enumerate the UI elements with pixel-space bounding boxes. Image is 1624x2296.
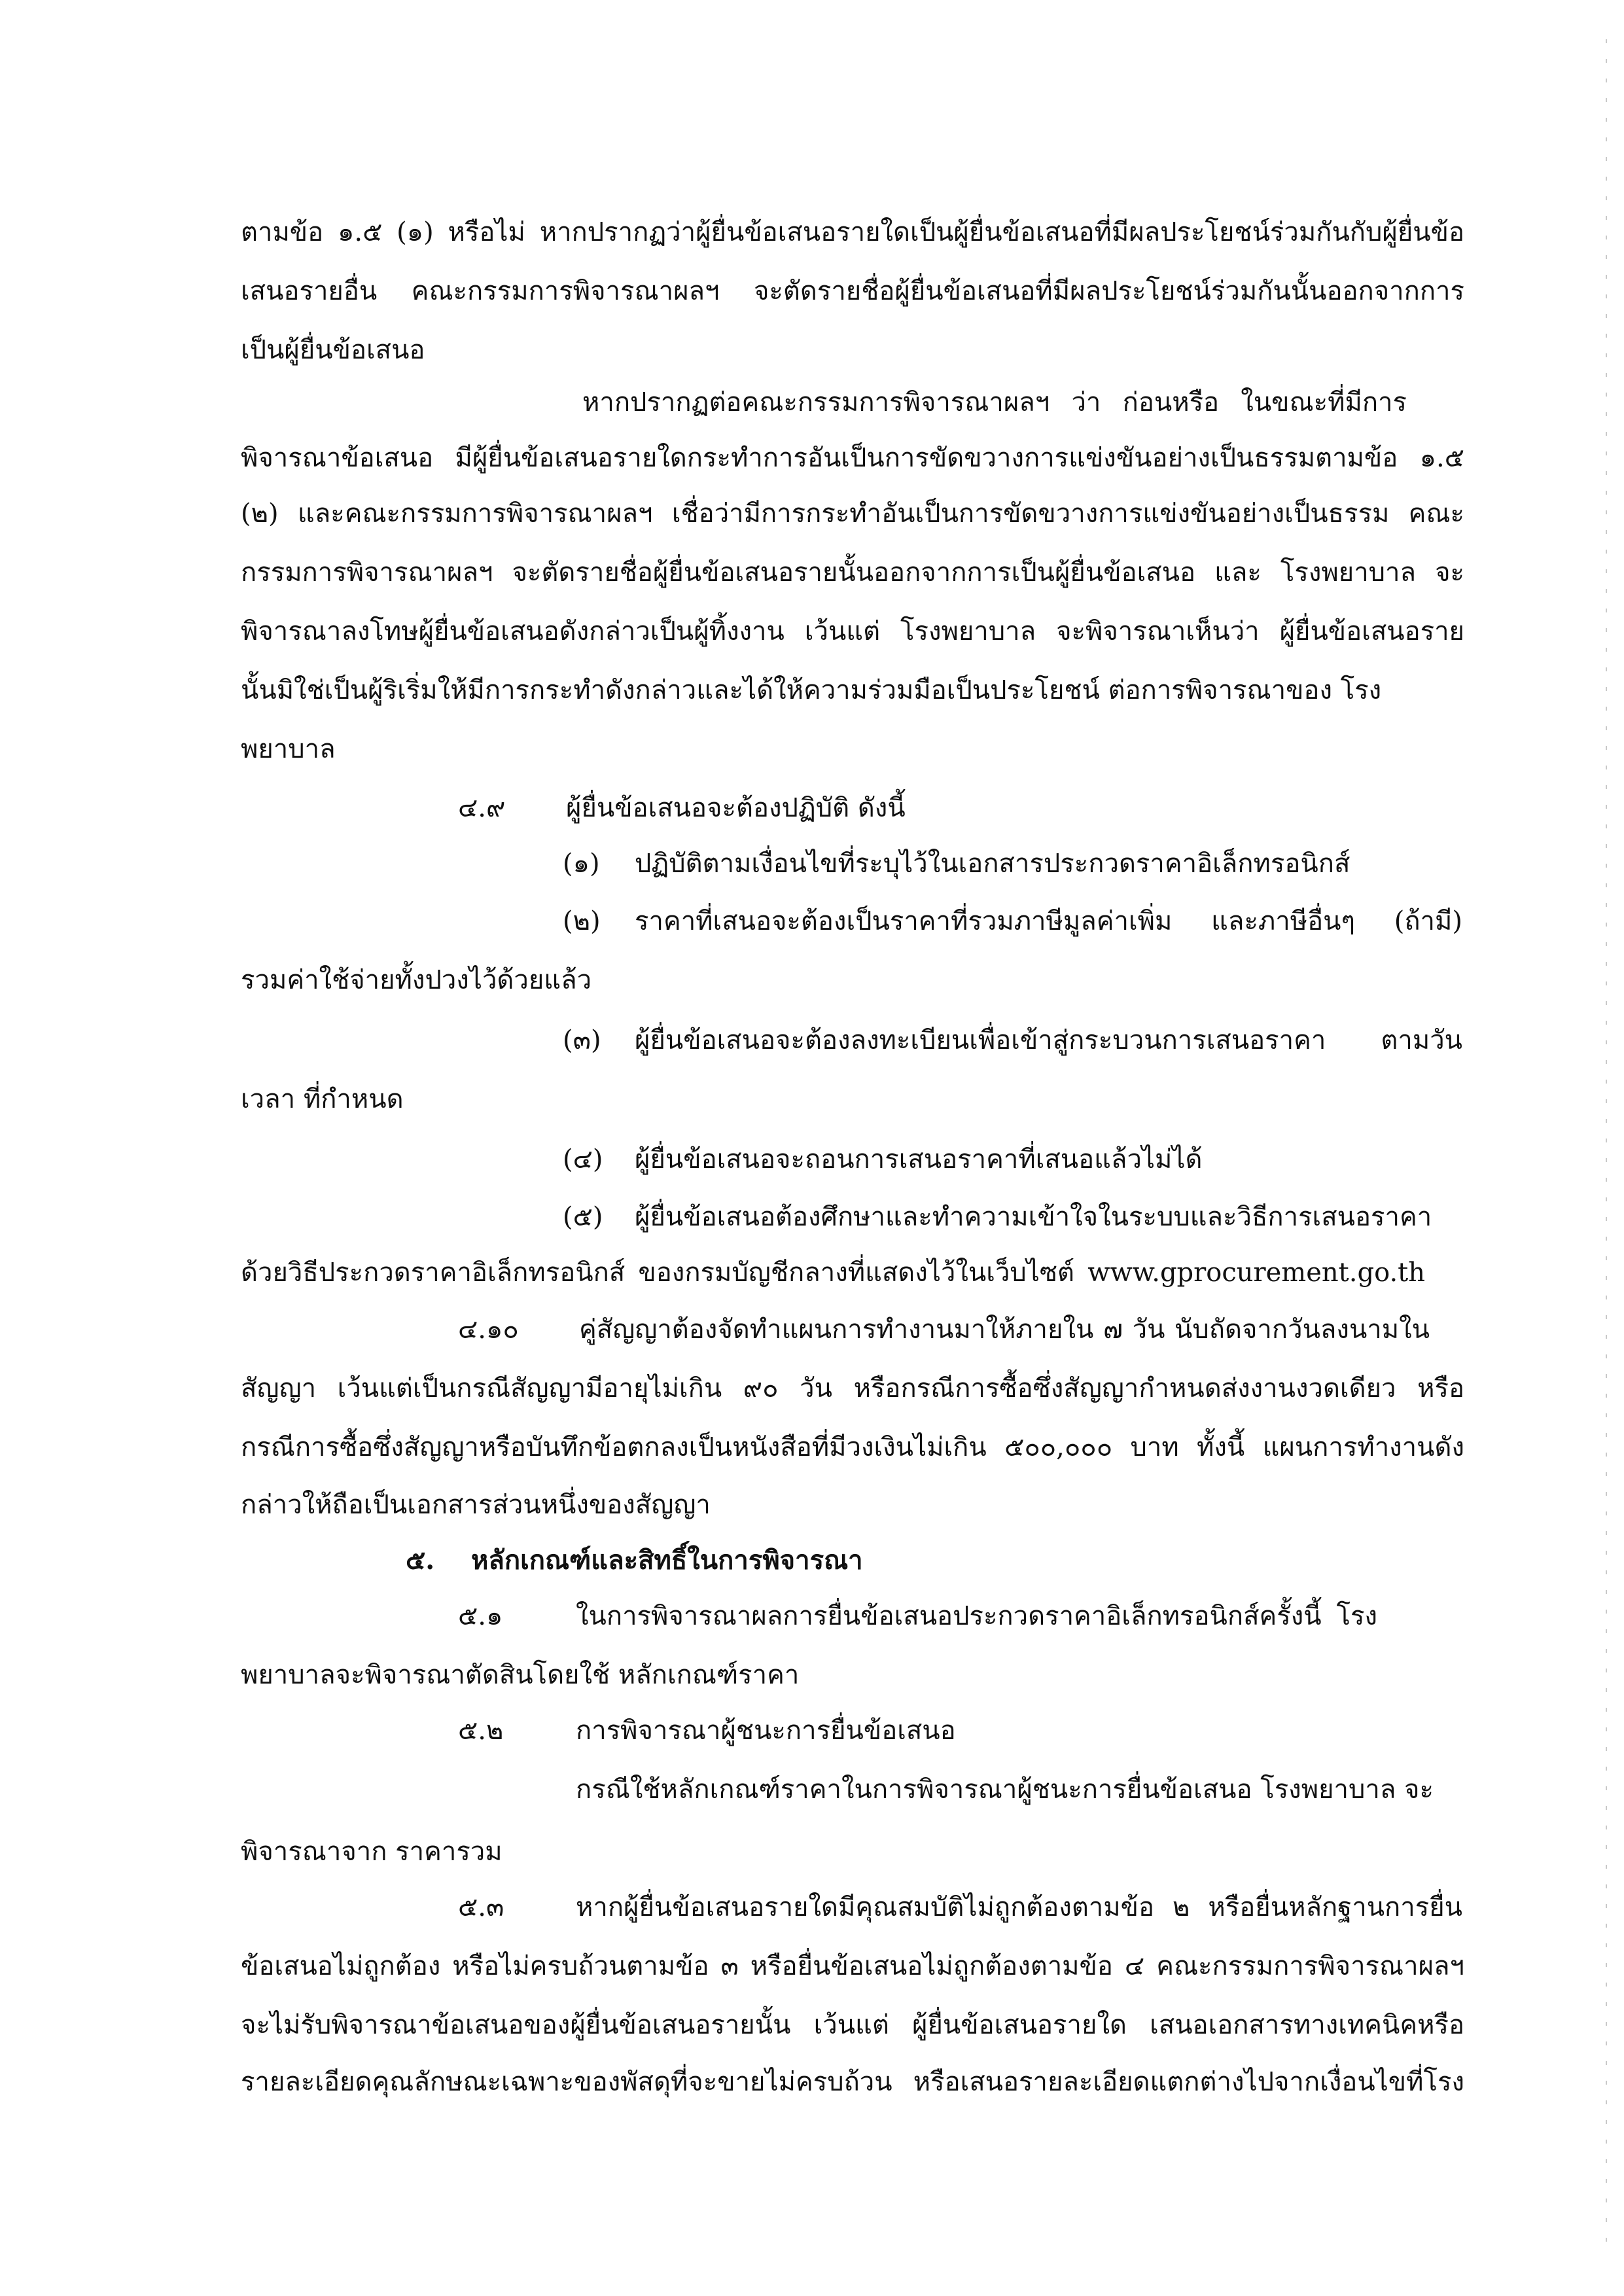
text-line: พยาบาลจะพิจารณาตัดสินโดยใช้ หลักเกณฑ์ราคา — [241, 1660, 800, 1690]
text-line: พิจารณาข้อเสนอ มีผู้ยื่นข้อเสนอรายใดกระทำการอันเป็นการขัดขวางการแข่งขันอย่างเป็นธรรมตามข้อ ๑.๕ — [241, 443, 1464, 473]
text-line: กรรมการพิจารณาผลฯ จะตัดรายชื่อผู้ยื่นข้อเสนอรายนั้นออกจากการเป็นผู้ยื่นข้อเสนอ และ โรงพยาบาล จะ — [241, 557, 1464, 588]
item-number: (๑) — [563, 849, 600, 879]
text-line: กรณีใช้หลักเกณฑ์ราคาในการพิจารณาผู้ชนะการยื่นข้อเสนอ โรงพยาบาล จะ — [576, 1775, 1434, 1805]
text-line: ผู้ยื่นข้อเสนอจะถอนการเสนอราคาที่เสนอแล้วไม่ได้ — [635, 1144, 1203, 1174]
item-number: (๕) — [563, 1202, 603, 1232]
text-line: นั้นมิใช่เป็นผู้ริเริ่มให้มีการกระทำดังกล่าวและได้ให้ความร่วมมือเป็นประโยชน์ ต่อการพิจารณาของ โรง — [241, 675, 1382, 705]
text-line: เสนอรายอื่น คณะกรรมการพิจารณาผลฯ จะตัดรายชื่อผู้ยื่นข้อเสนอที่มีผลประโยชน์ร่วมกันนั้นออกจากการ — [241, 276, 1464, 306]
text-line: จะไม่รับพิจารณาข้อเสนอของผู้ยื่นข้อเสนอรายนั้น เว้นแต่ ผู้ยื่นข้อเสนอรายใด เสนอเอกสารทางเทคนิคหรือ — [241, 2010, 1464, 2040]
text-line: กล่าวให้ถือเป็นเอกสารส่วนหนึ่งของสัญญา — [241, 1490, 711, 1520]
section-number: ๕. — [406, 1545, 435, 1576]
text-line: ราคาที่เสนอจะต้องเป็นราคาที่รวมภาษีมูลค่าเพิ่ม และภาษีอื่นๆ (ถ้ามี) — [635, 906, 1462, 936]
text-line: กรณีการซื้อซึ่งสัญญาหรือบันทึกข้อตกลงเป็นหนังสือที่มีวงเงินไม่เกิน ๕๐๐,๐๐๐ บาท ทั้งนี้ แผนการทำงานดัง — [241, 1432, 1464, 1462]
item-number: (๓) — [563, 1025, 601, 1055]
text-line: หากปรากฏต่อคณะกรรมการพิจารณาผลฯ ว่า ก่อนหรือ ในขณะที่มีการ — [582, 387, 1407, 417]
clause-heading: ผู้ยื่นข้อเสนอจะต้องปฏิบัติ ดังนี้ — [566, 793, 906, 823]
clause-heading: การพิจารณาผู้ชนะการยื่นข้อเสนอ — [576, 1716, 956, 1746]
clause-number: ๔.๑๐ — [458, 1315, 519, 1345]
text-line: ผู้ยื่นข้อเสนอจะต้องลงทะเบียนเพื่อเข้าสู่กระบวนการเสนอราคา ตามวัน — [635, 1025, 1462, 1055]
clause-number: ๕.๒ — [458, 1716, 504, 1746]
text-line: รายละเอียดคุณลักษณะเฉพาะของพัสดุที่จะขายไม่ครบถ้วน หรือเสนอรายละเอียดแตกต่างไปจากเงื่อนไขที่โรง — [241, 2067, 1464, 2097]
section-heading: หลักเกณฑ์และสิทธิ์ในการพิจารณา — [471, 1545, 863, 1576]
clause-number: ๕.๑ — [458, 1601, 503, 1631]
text-line: เป็นผู้ยื่นข้อเสนอ — [241, 335, 425, 365]
text-line: ข้อเสนอไม่ถูกต้อง หรือไม่ครบถ้วนตามข้อ ๓ หรือยื่นข้อเสนอไม่ถูกต้องตามข้อ ๔ คณะกรรมการพิจารณาผลฯ — [241, 1951, 1464, 1981]
text-line: ในการพิจารณาผลการยื่นข้อเสนอประกวดราคาอิเล็กทรอนิกส์ครั้งนี้ โรง — [576, 1601, 1377, 1631]
text-line: ตามข้อ ๑.๕ (๑) หรือไม่ หากปรากฏว่าผู้ยื่นข้อเสนอรายใดเป็นผู้ยื่นข้อเสนอที่มีผลประโยชน์ร่วมกันกับผู้ยื่นข้อ — [241, 217, 1464, 247]
text-line: หากผู้ยื่นข้อเสนอรายใดมีคุณสมบัติไม่ถูกต้องตามข้อ ๒ หรือยื่นหลักฐานการยื่น — [576, 1892, 1462, 1922]
text-line: รวมค่าใช้จ่ายทั้งปวงไว้ด้วยแล้ว — [241, 965, 592, 995]
text-line: ผู้ยื่นข้อเสนอต้องศึกษาและทำความเข้าใจในระบบและวิธีการเสนอราคา — [635, 1202, 1432, 1232]
text-line: คู่สัญญาต้องจัดทำแผนการทำงานมาให้ภายใน ๗ วัน นับถัดจากวันลงนามใน — [579, 1315, 1430, 1345]
item-number: (๔) — [563, 1144, 603, 1174]
item-number: (๒) — [563, 906, 601, 936]
text-line: สัญญา เว้นแต่เป็นกรณีสัญญามีอายุไม่เกิน ๙๐ วัน หรือกรณีการซื้อซึ่งสัญญากำหนดส่งงานงวดเดียว หรือ — [241, 1373, 1464, 1404]
text-line: เวลา ที่กำหนด — [241, 1084, 404, 1114]
text-line: (๒) และคณะกรรมการพิจารณาผลฯ เชื่อว่ามีการกระทำอันเป็นการขัดขวางการแข่งขันอย่างเป็นธรรม คณะ — [241, 499, 1464, 529]
scan-edge-mark — [1606, 39, 1607, 2251]
text-line: พิจารณาจาก ราคารวม — [241, 1837, 503, 1867]
text-line: ปฏิบัติตามเงื่อนไขที่ระบุไว้ในเอกสารประกวดราคาอิเล็กทรอนิกส์ — [635, 849, 1350, 879]
clause-number: ๔.๙ — [458, 793, 506, 823]
text-line: พยาบาล — [241, 734, 336, 764]
text-line: ด้วยวิธีประกวดราคาอิเล็กทรอนิกส์ ของกรมบัญชีกลางที่แสดงไว้ในเว็บไซต์ www.gprocurement.go.th — [241, 1258, 1425, 1288]
text-line: พิจารณาลงโทษผู้ยื่นข้อเสนอดังกล่าวเป็นผู้ทิ้งงาน เว้นแต่ โรงพยาบาล จะพิจารณาเห็นว่า ผู้ยื่นข้อเสนอราย — [241, 616, 1464, 646]
clause-number: ๕.๓ — [458, 1892, 504, 1922]
